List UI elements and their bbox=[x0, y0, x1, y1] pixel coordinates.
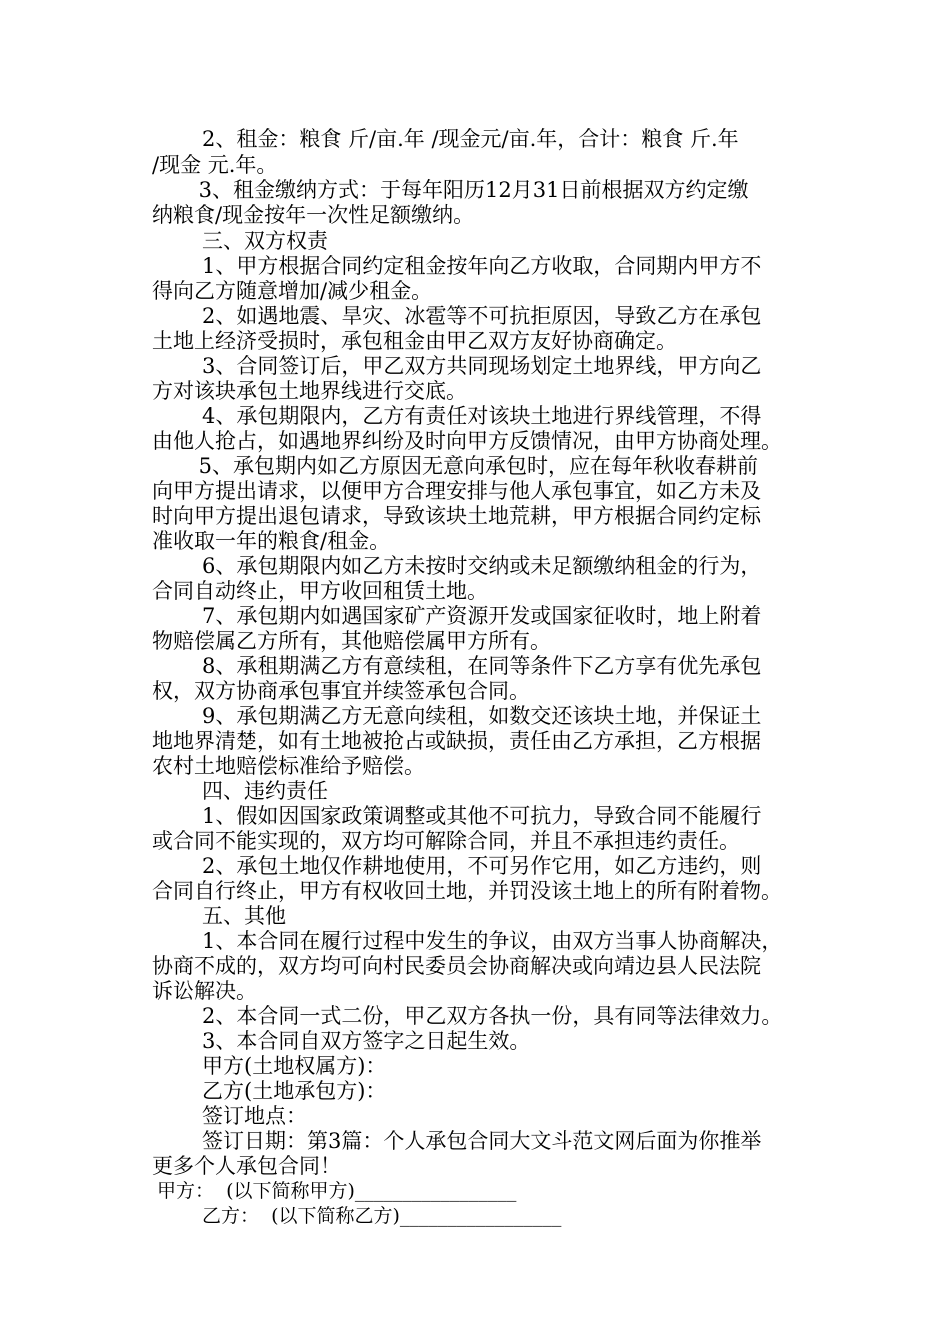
text-line: 合同自行终止，甲方有权收回土地，并罚没该土地上的所有附着物。 bbox=[152, 879, 782, 903]
text-line: 6、承包期限内如乙方未按时交纳或未足额缴纳租金的行为， bbox=[202, 554, 762, 578]
text-line: 1、本合同在履行过程中发生的争议，由双方当事人协商解决， bbox=[202, 929, 783, 953]
signature-label: 甲方(土地权属方)： bbox=[202, 1054, 387, 1078]
text-line: 或合同不能实现的，双方均可解除合同，并且不承担违约责任。 bbox=[152, 829, 740, 853]
text-line: 1、假如因国家政策调整或其他不可抗力，导致合同不能履行 bbox=[202, 804, 762, 828]
party-line: 甲方： (以下简称甲方)_________________ bbox=[157, 1180, 517, 1202]
text-line: 得向乙方随意增加/减少租金。 bbox=[152, 279, 433, 303]
signature-label: 签订地点： bbox=[202, 1104, 307, 1128]
text-line: 更多个人承包合同！ bbox=[152, 1154, 341, 1178]
text-line: 4、承包期限内，乙方有责任对该块土地进行界线管理，不得 bbox=[202, 404, 762, 428]
signature-label: 乙方(土地承包方)： bbox=[202, 1079, 387, 1103]
text-line: 5、承包期内如乙方原因无意向承包时，应在每年秋收春耕前 bbox=[192, 454, 759, 478]
text-line: 2、如遇地震、旱灾、冰雹等不可抗拒原因，导致乙方在承包 bbox=[202, 304, 762, 328]
text-line: 时向甲方提出退包请求，导致该块土地荒耕，甲方根据合同约定标 bbox=[152, 504, 761, 528]
text-line: 3、租金缴纳方式：于每年阳历12月31日前根据双方约定缴 bbox=[192, 178, 749, 202]
text-line: 1、甲方根据合同约定租金按年向乙方收取，合同期内甲方不 bbox=[202, 254, 762, 278]
text-line: 农村土地赔偿标准给予赔偿。 bbox=[152, 754, 425, 778]
section-heading: 四、违约责任 bbox=[202, 779, 328, 803]
section-heading: 三、双方权责 bbox=[202, 229, 328, 253]
section-heading: 五、其他 bbox=[202, 904, 286, 928]
text-line: 协商不成的，双方均可向村民委员会协商解决或向靖边县人民法院 bbox=[152, 954, 761, 978]
text-line: /现金 元.年。 bbox=[152, 153, 278, 177]
text-line: 权，双方协商承包事宜并续签承包合同。 bbox=[152, 679, 530, 703]
text-line: 准收取一年的粮食/租金。 bbox=[152, 529, 391, 553]
text-line: 9、承包期满乙方无意向续租，如数交还该块土地，并保证土 bbox=[202, 704, 762, 728]
text-line: 纳粮食/现金按年一次性足额缴纳。 bbox=[152, 203, 475, 227]
text-line: 由他人抢占，如遇地界纠纷及时向甲方反馈情况，由甲方协商处理。 bbox=[152, 429, 782, 453]
text-line: 签订日期：第3篇：个人承包合同大文斗范文网后面为你推举 bbox=[202, 1129, 762, 1153]
text-line: 3、本合同自双方签字之日起生效。 bbox=[202, 1029, 531, 1053]
text-line: 2、租金：粮食 斤/亩.年 /现金元/亩.年，合计：粮食 斤.年 bbox=[202, 127, 739, 151]
text-line: 2、承包土地仅作耕地使用，不可另作它用，如乙方违约，则 bbox=[202, 854, 762, 878]
text-line: 物赔偿属乙方所有，其他赔偿属甲方所有。 bbox=[152, 629, 551, 653]
text-line: 向甲方提出请求，以便甲方合理安排与他人承包事宜，如乙方未及 bbox=[152, 479, 761, 503]
text-line: 8、承租期满乙方有意续租，在同等条件下乙方享有优先承包 bbox=[202, 654, 762, 678]
text-line: 3、合同签订后，甲乙双方共同现场划定土地界线，甲方向乙 bbox=[202, 354, 762, 378]
text-line: 方对该块承包土地界线进行交底。 bbox=[152, 379, 467, 403]
text-line: 地地界清楚，如有土地被抢占或缺损，责任由乙方承担，乙方根据 bbox=[152, 729, 761, 753]
party-line: 乙方： (以下简称乙方)_________________ bbox=[202, 1205, 562, 1227]
text-line: 土地上经济受损时，承包租金由甲乙双方友好协商确定。 bbox=[152, 329, 677, 353]
text-line: 合同自动终止，甲方收回租赁土地。 bbox=[152, 579, 488, 603]
text-line: 7、承包期内如遇国家矿产资源开发或国家征收时，地上附着 bbox=[202, 604, 762, 628]
text-line: 诉讼解决。 bbox=[152, 979, 257, 1003]
text-line: 2、本合同一式二份，甲乙双方各执一份，具有同等法律效力。 bbox=[202, 1004, 783, 1028]
